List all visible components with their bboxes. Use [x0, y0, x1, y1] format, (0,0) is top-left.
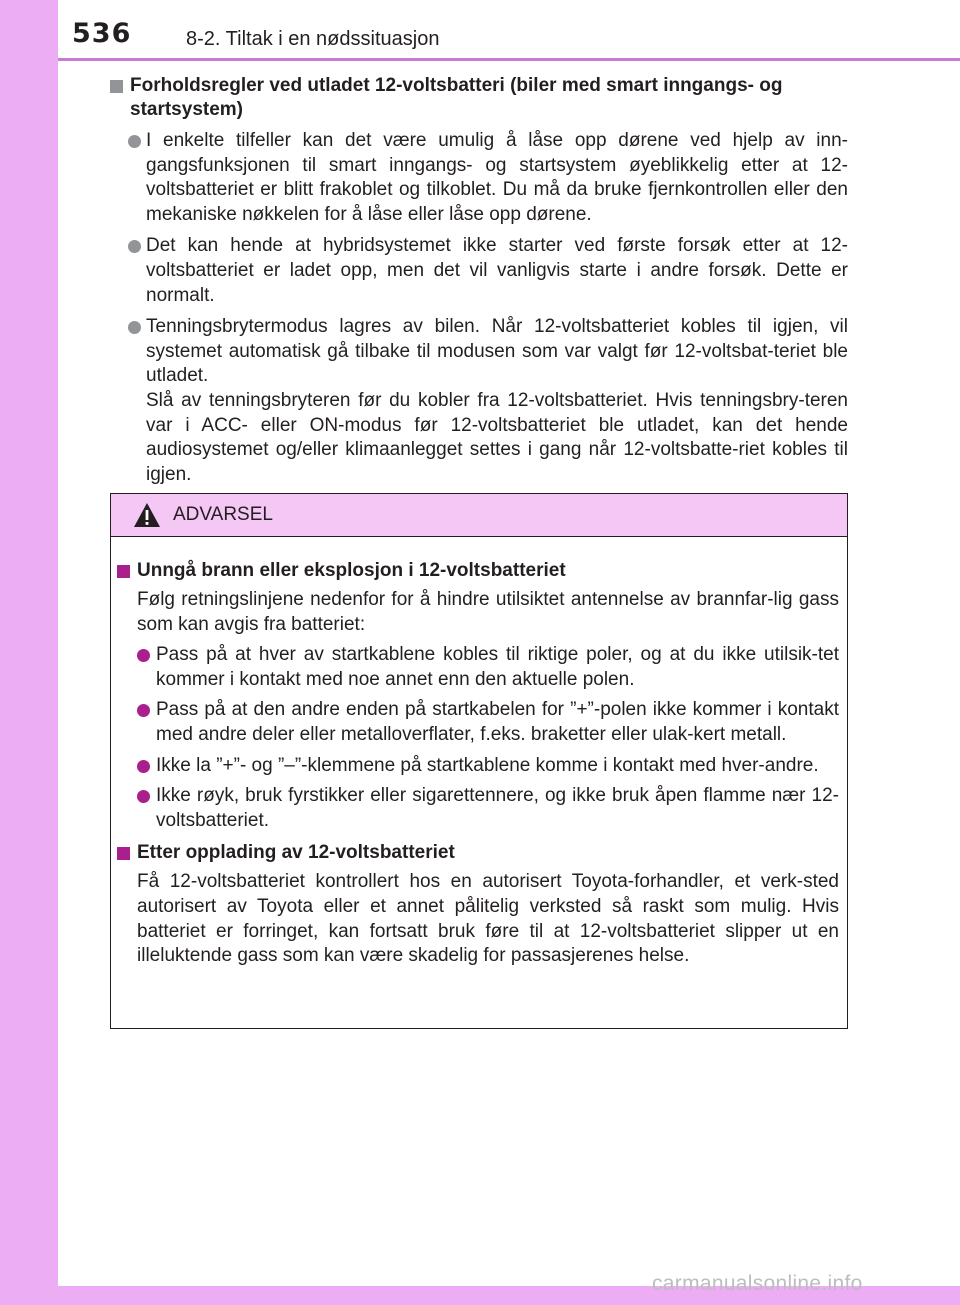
round-bullet-icon: [137, 760, 150, 773]
round-bullet-icon: [137, 704, 150, 717]
round-bullet-icon: [137, 649, 150, 662]
warning-triangle-icon: [133, 502, 161, 528]
watermark: carmanualsonline.info: [652, 1272, 863, 1295]
square-bullet-icon: [117, 847, 130, 860]
warning-section-intro: Få 12-voltsbatteriet kontrollert hos en autorisert Toyota-forhandler, et verk-sted autorisert av Toyota eller et annet pålitelig verksted så raskt som mulig. Hvis batteriet er forringet, kan fortsatt bruk føre til at 12-voltsbatteriet slipper ut en illeluktende gass som kan være skadelig for passasjerenes helse.: [137, 871, 839, 967]
warning-section-heading-text: Etter opplading av 12-voltsbatteriet: [137, 842, 455, 864]
warning-header: [111, 494, 847, 537]
warning-section-intro: Følg retningslinjene nedenfor for å hindre utilsiktet antennelse av brannfar-lig gass som kan avgis fra batteriet:: [137, 589, 839, 635]
list-item-text: Ikke la ”+”- og ”–”-klemmene på startkablene komme i kontakt med hver-andre.: [156, 754, 819, 776]
list-item: [108, 315, 848, 487]
page-header: [72, 18, 960, 60]
list-item-text: Det kan hende at hybridsystemet ikke starter ved første forsøk etter at 12-voltsbatteriet er ladet opp, men det vil vanligvis starte i andre forsøk. Dette er normalt.: [146, 235, 848, 306]
main-heading: [108, 74, 848, 122]
list-item-text-continued: Slå av tenningsbryteren før du kobler fra 12-voltsbatteriet. Hvis tenningsbry-teren var i ACC- eller ON-modus før 12-voltsbatteriet ble utladet, kan det hende audiosystemet og/eller klimaanlegget settes i gang når 12-voltsbatte-riet kobles til igjen.: [146, 389, 848, 485]
list-item-text: I enkelte tilfeller kan det være umulig å låse opp dørene ved hjelp av inn-gangsfunksjonen til smart inngangs- og startsystem øyeblikkelig etter at 12-voltsbatteriet er blitt frakoblet og tilkoblet. Du må da bruke fjernkontrollen eller den mekaniske nøkkelen for å låse eller låse opp dørene.: [146, 130, 848, 225]
main-content: [108, 74, 848, 487]
warning-body: [111, 537, 847, 969]
square-bullet-icon: [117, 565, 130, 578]
page-number: 536: [72, 18, 132, 49]
square-bullet-icon: [110, 80, 123, 93]
list-item: [117, 754, 839, 779]
list-item: [108, 234, 848, 308]
round-bullet-icon: [128, 321, 141, 334]
side-color-band: [0, 0, 58, 1305]
list-item-text: Tenningsbrytermodus lagres av bilen. Når 12-voltsbatteriet kobles til igjen, vil systemet automatisk gå tilbake til modusen som var valgt før 12-voltsbat-teriet ble utladet.: [146, 316, 848, 387]
section-title: 8-2. Tiltak i en nødssituasjon: [186, 28, 440, 50]
list-item: [117, 643, 839, 692]
list-item: [108, 129, 848, 227]
warning-title: ADVARSEL: [173, 504, 273, 525]
warning-section-heading-text: Unngå brann eller eksplosjon i 12-voltsbatteriet: [137, 560, 566, 581]
list-item-text: Ikke røyk, bruk fyrstikker eller sigarettennere, og ikke bruk åpen flamme nær 12-voltsbatteriet.: [156, 785, 839, 831]
warning-section-heading: [117, 841, 839, 865]
main-heading-text: Forholdsregler ved utladet 12-voltsbatteri (biler med smart inngangs- og startsystem): [130, 75, 783, 120]
warning-section-heading: [117, 559, 839, 583]
round-bullet-icon: [128, 135, 141, 148]
warning-box: [110, 493, 848, 1029]
list-item: [117, 784, 839, 833]
list-item-text: Pass på at den andre enden på startkabelen for ”+”-polen ikke kommer i kontakt med andre deler eller metalloverflater, f.eks. braketter eller ulak-kert metall.: [156, 699, 839, 745]
list-item-text: Pass på at hver av startkablene kobles til riktige poler, og at du ikke utilsik-tet kommer i kontakt med noe annet enn den aktuelle polen.: [156, 644, 839, 690]
header-rule: [58, 58, 960, 61]
round-bullet-icon: [128, 240, 141, 253]
list-item: [117, 698, 839, 747]
round-bullet-icon: [137, 790, 150, 803]
